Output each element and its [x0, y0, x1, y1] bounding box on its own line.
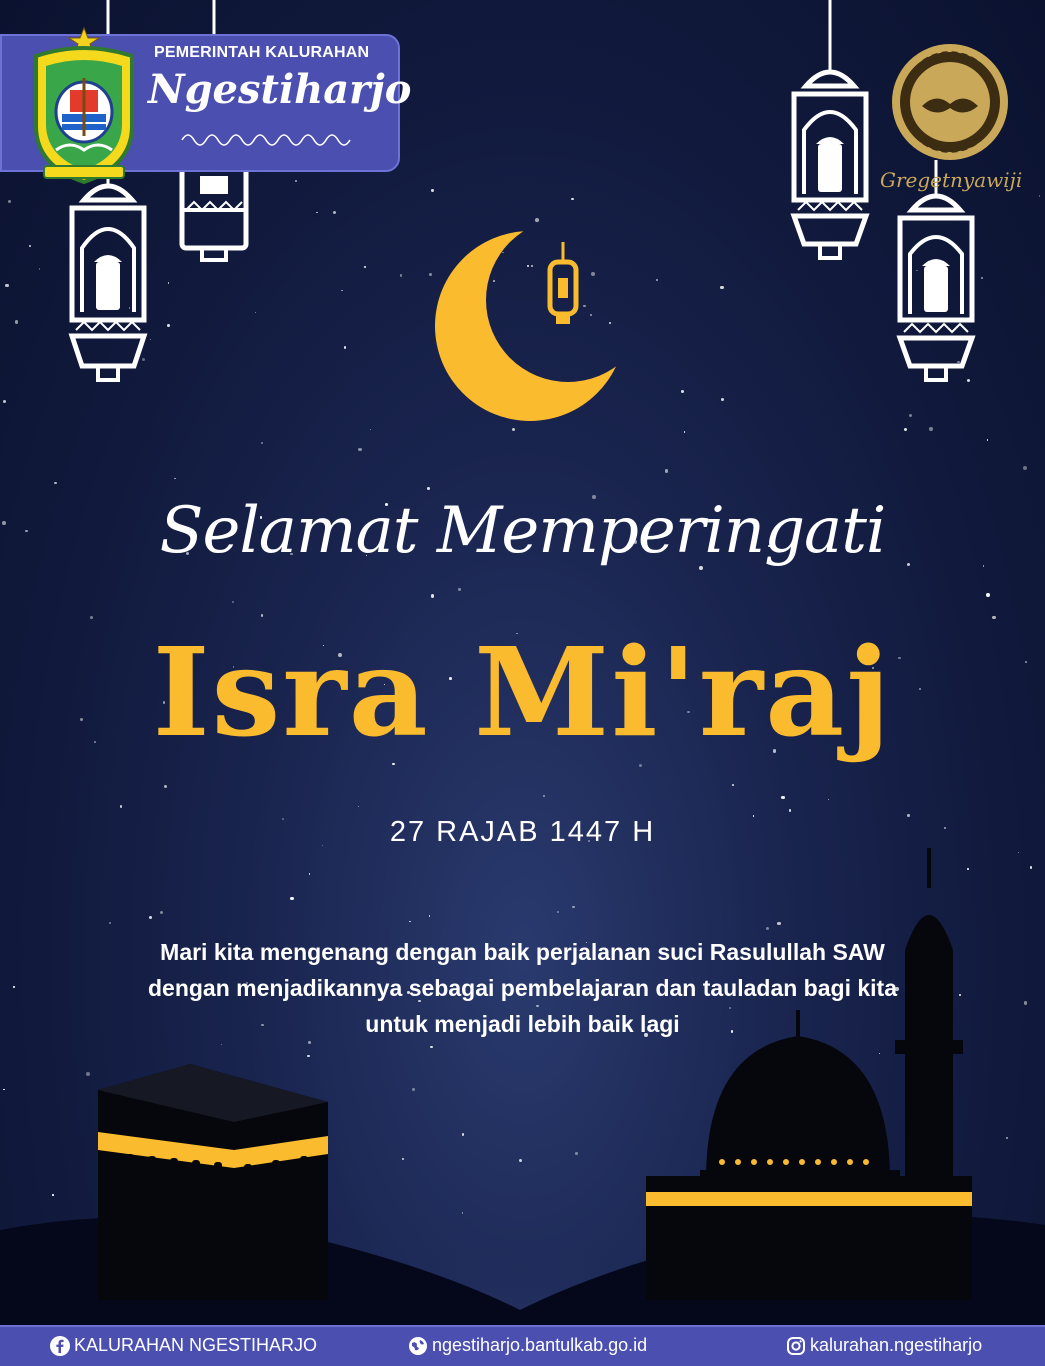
message-line: untuk menjadi lebih baik lagi	[365, 1011, 680, 1037]
lantern-right-front-icon	[892, 160, 980, 390]
instagram-label: kalurahan.ngestiharjo	[810, 1335, 983, 1355]
crescent-moon-icon	[428, 222, 638, 432]
star-dot	[370, 429, 371, 430]
star-dot	[639, 764, 642, 767]
message-line: Mari kita mengenang dengan baik perjalanan suci Rasulullah SAW	[160, 939, 885, 965]
star-dot	[929, 427, 933, 431]
lantern-right-back-icon	[786, 0, 874, 268]
star-dot	[295, 180, 297, 182]
star-dot	[168, 282, 169, 283]
website-link[interactable]	[408, 1335, 647, 1356]
star-dot	[1039, 195, 1041, 197]
greget-nyawiji-emblem-icon	[890, 42, 1010, 162]
star-dot	[15, 320, 18, 323]
event-date: 27 RAJAB 1447 H	[389, 816, 656, 848]
facebook-link[interactable]	[50, 1335, 317, 1356]
star-dot	[174, 478, 175, 479]
star-dot	[1023, 466, 1027, 470]
star-dot	[543, 795, 545, 797]
star-dot	[364, 266, 366, 268]
star-dot	[732, 784, 734, 786]
star-dot	[39, 268, 41, 270]
star-dot	[720, 286, 723, 289]
star-dot	[458, 588, 460, 590]
star-dot	[681, 390, 684, 393]
star-dot	[358, 806, 359, 807]
kaaba-mosque-silhouette-icon	[0, 840, 1045, 1330]
star-dot	[3, 400, 6, 403]
star-dot	[665, 469, 668, 472]
star-dot	[909, 414, 912, 417]
star-dot	[656, 279, 658, 281]
star-dot	[120, 805, 122, 807]
star-dot	[987, 439, 989, 441]
star-dot	[341, 290, 342, 291]
star-dot	[167, 324, 170, 327]
star-dot	[90, 616, 93, 619]
star-dot	[261, 614, 263, 616]
star-dot	[904, 428, 907, 431]
star-dot	[427, 487, 430, 490]
star-dot	[316, 212, 318, 214]
event-title: Isra Mi'raj	[152, 620, 893, 764]
star-dot	[358, 448, 362, 452]
message-line: dengan menjadikannya sebagai pembelajaran dan tauladan bagi kita	[147, 975, 897, 1001]
instagram-link[interactable]	[786, 1335, 982, 1356]
greget-signature: Gregetnyawiji	[880, 168, 1023, 192]
star-dot	[789, 809, 792, 812]
star-dot	[431, 189, 433, 191]
star-dot	[164, 785, 167, 788]
star-dot	[54, 482, 56, 484]
website-label: ngestiharjo.bantulkab.go.id	[432, 1335, 648, 1355]
footer	[0, 1325, 1045, 1366]
greeting-text: Selamat Memperingati	[159, 494, 886, 568]
government-label: PEMERINTAH KALURAHAN	[154, 44, 370, 61]
facebook-icon	[50, 1336, 70, 1356]
star-dot	[255, 312, 256, 313]
star-dot	[261, 442, 263, 444]
regency-crest-icon	[26, 26, 142, 184]
star-dot	[781, 796, 785, 800]
star-dot	[571, 198, 573, 200]
star-dot	[5, 284, 9, 288]
star-dot	[29, 245, 31, 247]
village-name: Ngestiharjo	[148, 66, 412, 113]
star-dot	[721, 398, 724, 401]
star-dot	[828, 799, 830, 801]
star-dot	[992, 616, 996, 620]
star-dot	[344, 346, 347, 349]
star-dot	[232, 601, 234, 603]
javanese-script-decoration	[180, 128, 352, 146]
star-dot	[986, 593, 990, 597]
facebook-label: KALURAHAN NGESTIHARJO	[74, 1335, 318, 1355]
instagram-icon	[786, 1336, 806, 1356]
star-dot	[981, 277, 984, 280]
globe-icon	[408, 1336, 428, 1356]
star-dot	[684, 431, 686, 433]
star-dot	[8, 200, 11, 203]
star-dot	[333, 211, 336, 214]
star-dot	[400, 274, 403, 277]
star-dot	[431, 594, 435, 598]
